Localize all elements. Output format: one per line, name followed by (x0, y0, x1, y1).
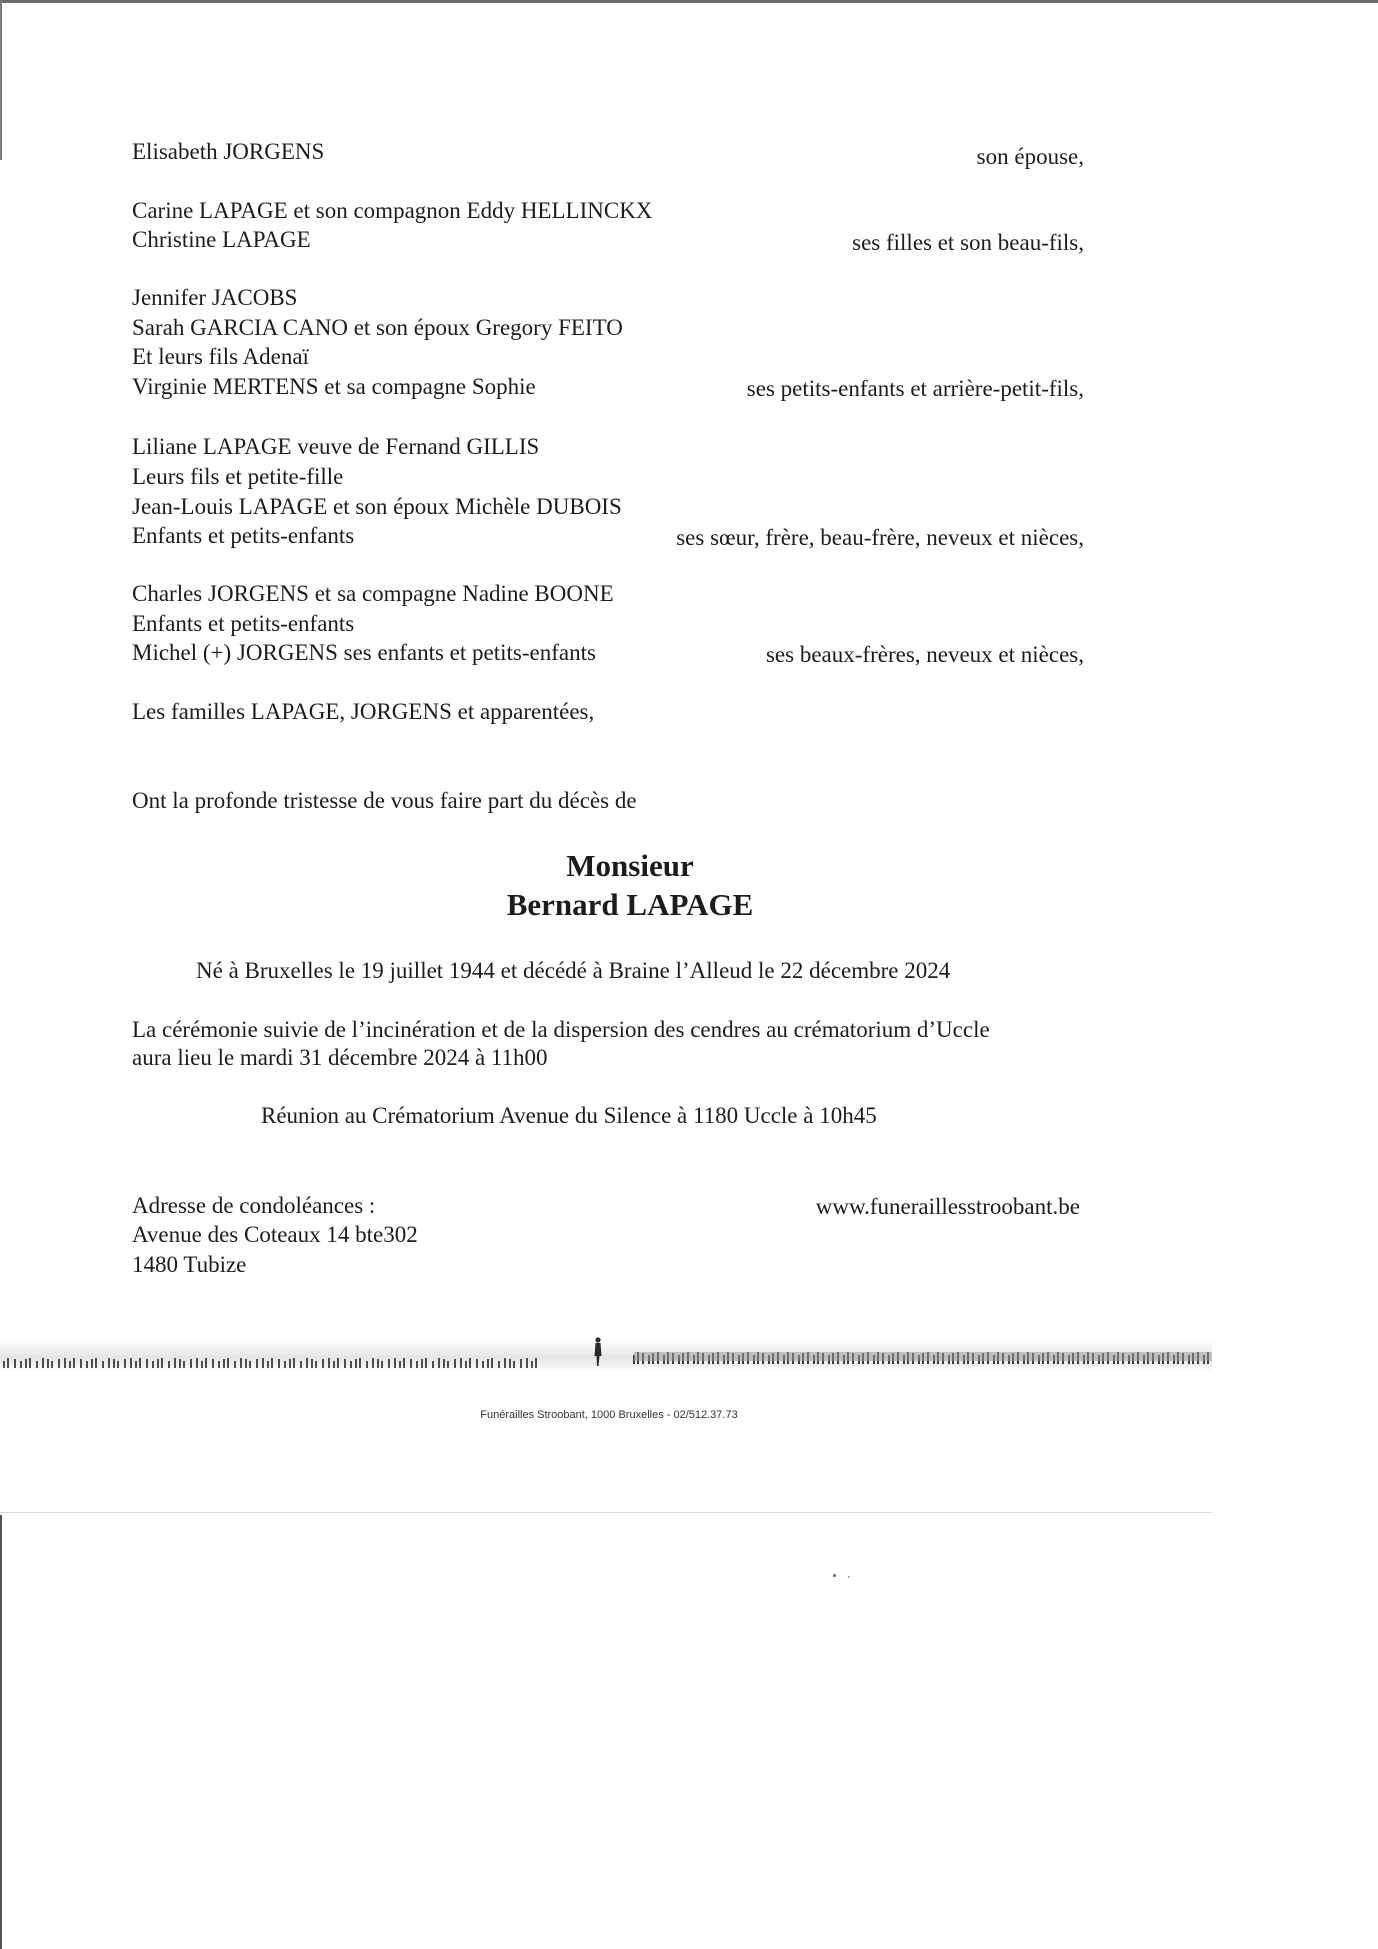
scan-speck (848, 1576, 850, 1578)
grandchild-line: Jennifer JACOBS (132, 285, 298, 310)
daughters-relation: ses filles et son beau-fils, (852, 230, 1084, 255)
sheet-edge (0, 1512, 1212, 1513)
funeral-home-footer: Funérailles Stroobant, 1000 Bruxelles - 02/512.37.73 (480, 1409, 738, 1421)
daughter-line: Christine LAPAGE (132, 227, 311, 252)
in-laws-relation: ses beaux-frères, neveux et nièces, (765, 642, 1084, 667)
in-law-line: Enfants et petits-enfants (132, 611, 355, 636)
ceremony-line: La cérémonie suivie de l’incinération et de la dispersion des cendres au crématorium d’Uccle (132, 1017, 990, 1042)
siblings-relation: ses sœur, frère, beau-frère, neveux et nièces, (676, 525, 1084, 550)
daughter-line: Carine LAPAGE et son compagnon Eddy HELLINCKX (132, 198, 653, 223)
scan-speck (833, 1574, 836, 1577)
website-link[interactable]: www.funeraillesstroobant.be (815, 1194, 1080, 1219)
ceremony-line: aura lieu le mardi 31 décembre 2024 à 11h00 (132, 1045, 548, 1070)
announcement-text: Ont la profonde tristesse de vous faire part du décès de (132, 788, 637, 813)
shoreline-banner-image (0, 1332, 1212, 1380)
deceased-title: Monsieur (566, 848, 694, 883)
extended-families: Les familles LAPAGE, JORGENS et apparentées, (132, 699, 595, 724)
condolences-city: 1480 Tubize (132, 1252, 247, 1277)
sibling-line: Jean-Louis LAPAGE et son époux Michèle DUBOIS (132, 494, 622, 519)
spouse-name: Elisabeth JORGENS (132, 139, 325, 164)
grandchild-line: Virginie MERTENS et sa compagne Sophie (132, 374, 536, 399)
scan-left-border-lower (0, 1515, 2, 1949)
in-law-line: Michel (+) JORGENS ses enfants et petits-enfants (132, 640, 596, 665)
grandchild-line: Et leurs fils Adenaï (132, 344, 309, 369)
in-law-line: Charles JORGENS et sa compagne Nadine BOONE (132, 581, 614, 606)
sibling-line: Liliane LAPAGE veuve de Fernand GILLIS (132, 434, 540, 459)
spouse-relation: son épouse, (976, 144, 1084, 169)
condolences-label: Adresse de condoléances : (132, 1193, 376, 1218)
grandchild-line: Sarah GARCIA CANO et son époux Gregory FEITO (132, 315, 623, 340)
deceased-name: Bernard LAPAGE (506, 887, 754, 922)
meeting-line: Réunion au Crématorium Avenue du Silence à 1180 Uccle à 10h45 (261, 1103, 877, 1128)
condolences-street: Avenue des Coteaux 14 bte302 (132, 1222, 418, 1247)
birth-death-line: Né à Bruxelles le 19 juillet 1944 et décédé à Braine l’Alleud le 22 décembre 2024 (196, 958, 951, 983)
scan-top-border (0, 0, 1378, 3)
sibling-line: Enfants et petits-enfants (132, 523, 355, 548)
scan-left-border (0, 0, 2, 160)
grandchildren-relation: ses petits-enfants et arrière-petit-fils, (746, 376, 1084, 401)
sibling-line: Leurs fils et petite-fille (132, 464, 344, 489)
